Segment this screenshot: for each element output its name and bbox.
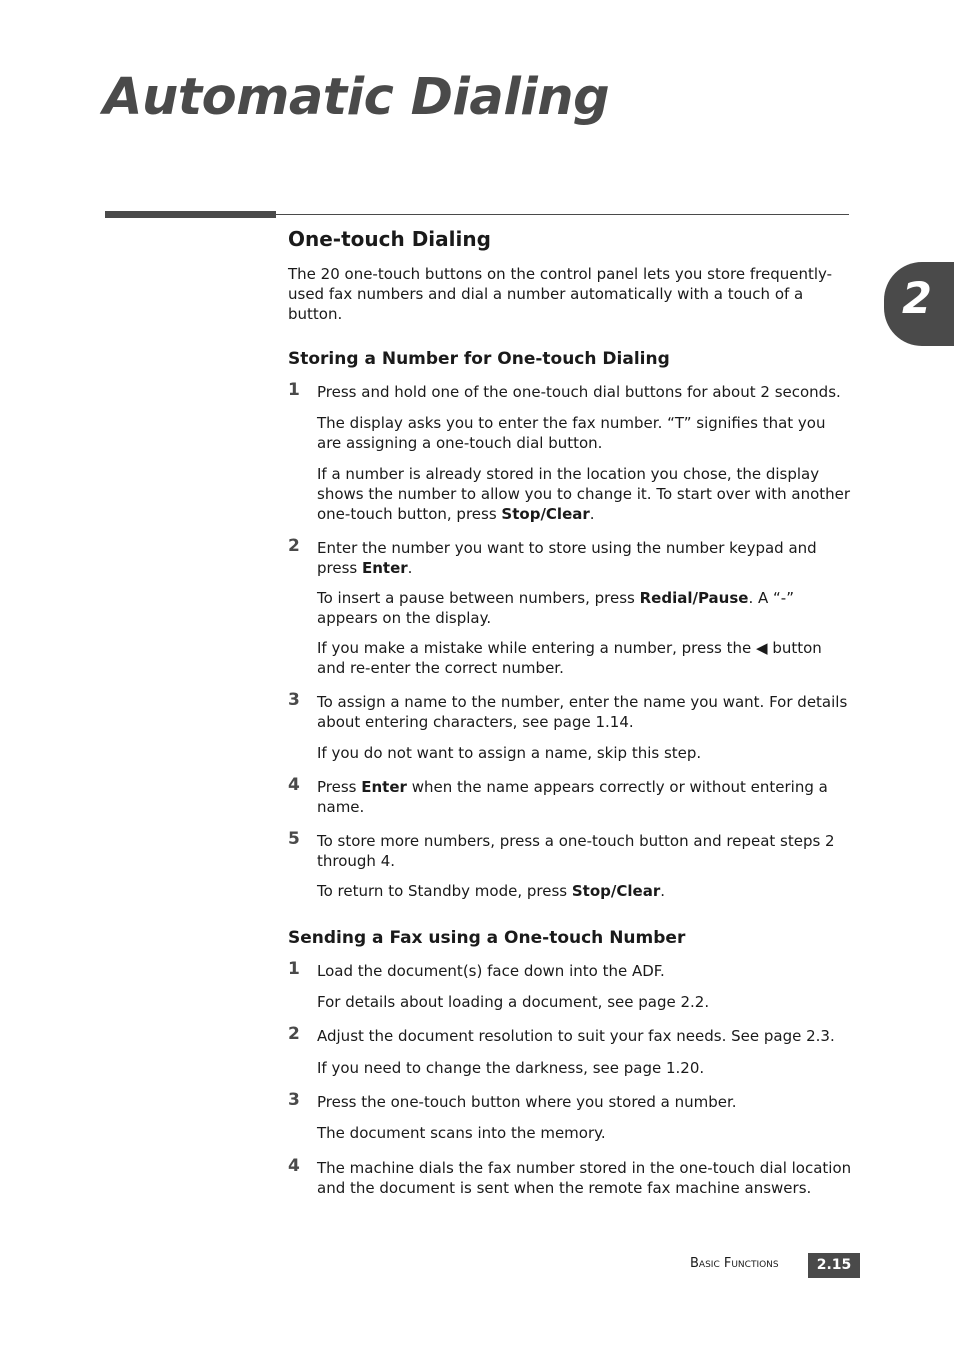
sending-step-1 [288, 961, 854, 981]
sending-step-4 [288, 1158, 854, 1198]
chapter-tab [884, 262, 954, 346]
step-text: Enter the number you want to store using the number keypad and press Enter. [317, 539, 817, 577]
step-text: Press the one-touch button where you stored a number. [317, 1093, 737, 1111]
header-rule-thick [105, 211, 276, 218]
step-number: 3 [288, 690, 300, 710]
step-text: Press Enter when the name appears correctly or without entering a name. [317, 778, 828, 816]
step-text: To store more numbers, press a one-touch button and repeat steps 2 through 4. [317, 832, 835, 870]
storing-step-2 [288, 538, 854, 578]
sending-step-3 [288, 1092, 854, 1112]
section-intro: The 20 one-touch buttons on the control panel lets you store frequently-used fax numbers and dial a number automatically with a touch of a button. [288, 265, 833, 323]
page-title: Automatic Dialing [103, 68, 610, 127]
subsection-heading-storing: Storing a Number for One-touch Dialing [288, 349, 670, 369]
step-note: For details about loading a document, see page 2.2. [317, 993, 710, 1011]
step-text: Load the document(s) face down into the ADF. [317, 962, 665, 980]
subsection-heading-sending: Sending a Fax using a One-touch Number [288, 928, 686, 948]
storing-step-4 [288, 777, 854, 817]
step-note: To return to Standby mode, press Stop/Clear. [317, 882, 665, 900]
step-number: 3 [288, 1090, 300, 1110]
step-note: If you need to change the darkness, see page 1.20. [317, 1059, 705, 1077]
section-heading: One-touch Dialing [288, 227, 491, 251]
footer-section-label: Basic Functions [690, 1256, 779, 1271]
header-rule-thin [276, 214, 849, 215]
storing-step-1 [288, 382, 854, 402]
step-text: Adjust the document resolution to suit your fax needs. See page 2.3. [317, 1027, 835, 1045]
page-number: 2.15 [808, 1253, 860, 1278]
step-number: 2 [288, 536, 300, 556]
step-number: 4 [288, 1156, 300, 1176]
storing-step-3 [288, 692, 854, 732]
step-text: To assign a name to the number, enter the name you want. For details about entering characters, see page 1.14. [317, 693, 848, 731]
sending-step-2 [288, 1026, 854, 1046]
step-number: 4 [288, 775, 300, 795]
step-text: Press and hold one of the one-touch dial buttons for about 2 seconds. [317, 383, 841, 401]
step-number: 5 [288, 829, 300, 849]
chapter-number: 2 [902, 274, 932, 324]
storing-step-5 [288, 831, 854, 871]
step-note: The display asks you to enter the fax number. “T” signifies that you are assigning a one-touch dial button. [317, 414, 826, 452]
step-note: If a number is already stored in the location you chose, the display shows the number to allow you to change it. To start over with another one-touch button, press Stop/Clear. [317, 465, 851, 523]
main-content [288, 224, 854, 1198]
step-note: If you do not want to assign a name, skip this step. [317, 744, 702, 762]
step-number: 1 [288, 380, 300, 400]
step-number: 1 [288, 959, 300, 979]
step-note: If you make a mistake while entering a number, press the ◀ button and re-enter the correct number. [317, 639, 822, 677]
step-text: The machine dials the fax number stored in the one-touch dial location and the document is sent when the remote fax machine answers. [317, 1159, 852, 1197]
step-note: The document scans into the memory. [317, 1124, 606, 1142]
step-note: To insert a pause between numbers, press Redial/Pause. A “-” appears on the display. [317, 589, 794, 627]
step-number: 2 [288, 1024, 300, 1044]
